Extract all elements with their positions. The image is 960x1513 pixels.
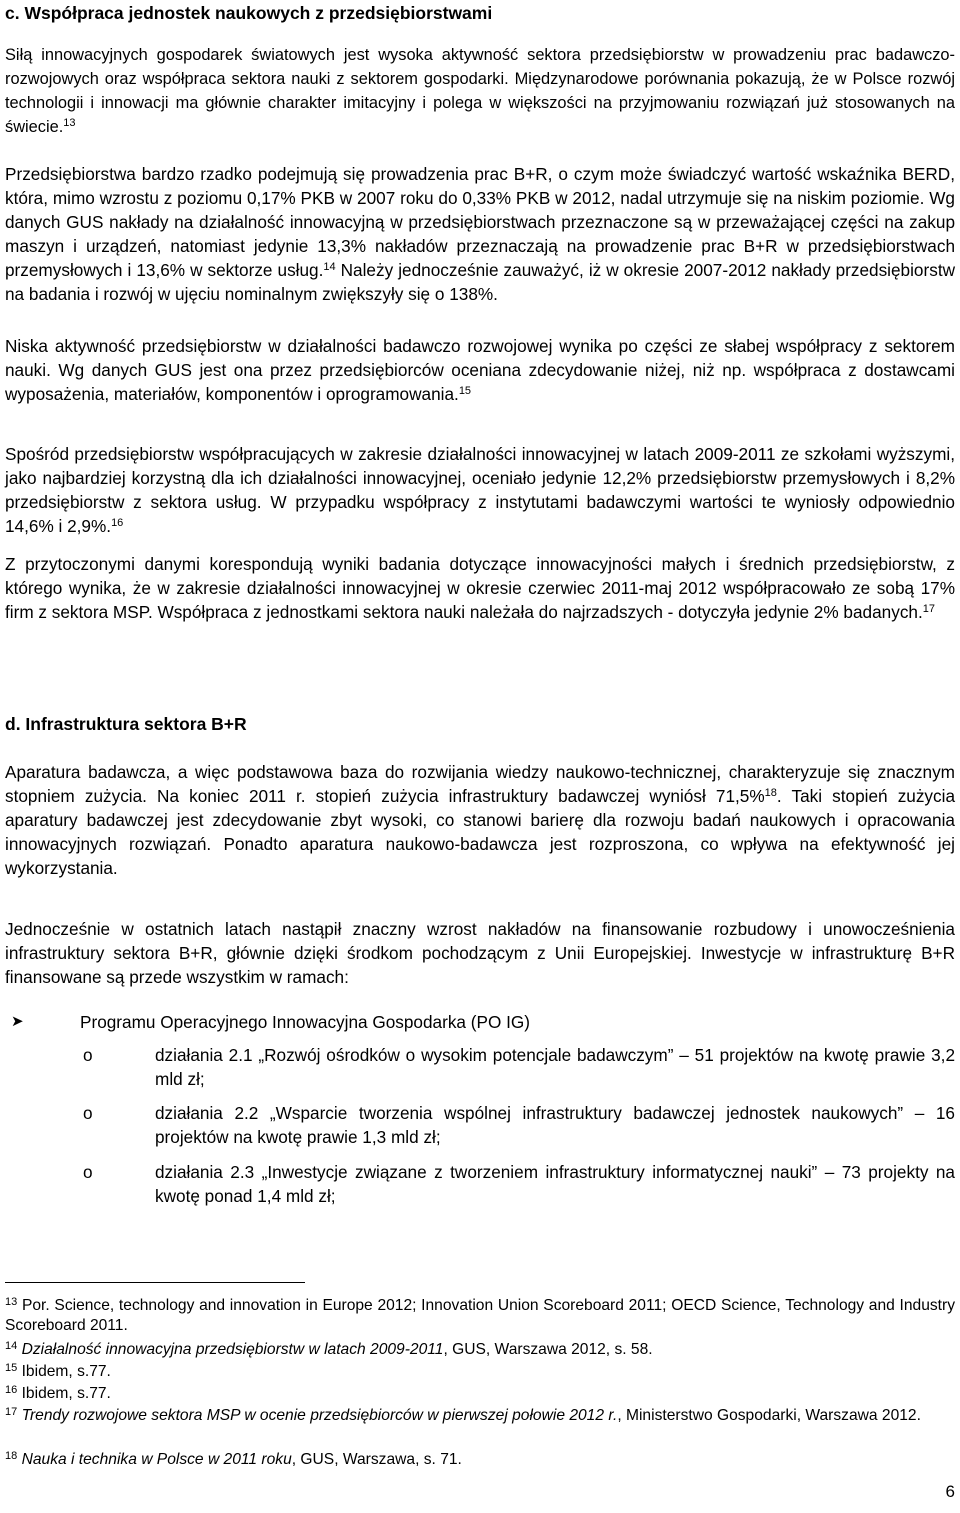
footnote-ref-18[interactable]: 18 [764,787,777,799]
sub-item-text: działania 2.3 „Inwestycje związane z tworzeniem infrastruktury informatycznej nauki” – 73 projekty na kwotę ponad 1,4 mld zł; [155,1162,955,1206]
footnote-ref-13[interactable]: 13 [63,117,76,129]
section-c-paragraph-4: Spośród przedsiębiorstw współpracujących w zakresie działalności innowacyjnej w latach 2009-2011 ze szkołami wyższymi, jako najbardziej korzystną dla ich działalności innowacyjnej, oceniało jedynie 12,2% przedsiębiorstw przemysłowych i 8,2% przedsiębiorstw z sektora usług. W przypadku współpracy z instytutami badawczymi wartości te wyniosły odpowiednio 14,6% i 2,9%.$^{16}$ [5,444,955,536]
section-c-paragraph-1: Siłą innowacyjnych gospodarek światowych jest wysoka aktywność sektora przedsiębiorstw w prowadzeniu prac badawczo-rozwojowych oraz współpraca sektora nauki z sektorem gospodarki. Międzynarodowe porównania pokazują, że w Polsce rozwój technologii i innowacji ma głównie charakter imitacyjny i polega w większości na przyjmowaniu rozwiązań już stosowanych na świecie.$^{13}$ [5,46,955,136]
circle-bullet-icon: o [83,1162,93,1182]
bullet-text: Programu Operacyjnego Innowacyjna Gospodarka (PO IG) [80,1012,530,1032]
footnote-separator [5,1282,305,1283]
circle-bullet-icon: o [83,1103,93,1123]
footnote-ref-15[interactable]: 15 [458,385,472,397]
circle-bullet-icon: o [83,1045,93,1065]
sub-item-text: działania 2.2 „Wsparcie tworzenia wspólnej infrastruktury badawczej jednostek naukowych” – 16 projektów na kwotę prawie 1,3 mld zł; [155,1103,955,1147]
section-c-heading: c. Współpraca jednostek naukowych z przedsiębiorstwami [5,3,493,23]
footnote-18: $^{18}$ Nauka i technika w Polsce w 2011 roku, GUS, Warszawa, s. 71. [5,1450,462,1468]
footnote-16: $^{16}$ Ibidem, s.77. [5,1384,111,1402]
footnote-ref-14[interactable]: 14 [323,261,336,273]
page-number: 6 [945,1482,955,1501]
footnote-14: $^{14}$ Działalność innowacyjna przedsiębiorstw w latach 2009-2011, GUS, Warszawa 2012, s. 58. [5,1340,653,1358]
section-d-paragraph-1: Aparatura badawcza, a więc podstawowa baza do rozwijania wiedzy naukowo-technicznej, charakteryzuje się znacznym stopniem zużycia. Na koniec 2011 r. stopień zużycia infrastruktury badawczej wyniósł 71,5%$^{18}$. Taki stopień zużycia aparatury badawczej jest zdecydowanie zbyt wysoki, co stanowi barierę dla rozwoju badań naukowych i opracowania innowacyjnych rozwiązań. Ponadto aparatura naukowo-badawcza jest rozproszona, co wpływa na efektywność jej wykorzystania. [5,762,955,878]
section-d-heading: d. Infrastruktura sektora B+R [5,714,247,734]
arrow-bullet-icon: ➤ [11,1013,24,1030]
footnote-ref-16[interactable]: 16 [111,517,124,529]
footnote-13: $^{13}$ Por. Science, technology and innovation in Europe 2012; Innovation Union Scoreboard 2011; OECD Science, Technology and Industry Scoreboard 2011. [5,1296,955,1334]
sub-item-text: działania 2.1 „Rozwój ośrodków o wysokim potencjale badawczym” – 51 projektów na kwotę prawie 3,2 mld zł; [155,1045,955,1089]
section-d-paragraph-2: Jednocześnie w ostatnich latach nastąpił znaczny wzrost nakładów na finansowanie rozbudowy i unowocześnienia infrastruktury sektora B+R, głównie dzięki środkom pochodzącym z Unii Europejskiej. Inwestycje w infrastrukturę B+R finansowane są przede wszystkim w ramach: [5,919,955,987]
footnote-ref-17[interactable]: 17 [922,603,935,615]
section-c-paragraph-2: Przedsiębiorstwa bardzo rzadko podejmują się prowadzenia prac B+R, o czym może świadczyć wartość wskaźnika BERD, która, mimo wzrostu z poziomu 0,17% PKB w 2007 roku do 0,33% PKB w 2012, nadal utrzymuje się na niskim poziomie. Wg danych GUS nakłady na działalność innowacyjną w przedsiębiorstwach przeznaczone są w przeważającej części na zakup maszyn i urządzeń, natomiast jedynie 13,3% nakładów przeznaczają na prowadzenie prac B+R w przedsiębiorstwach przemysłowych i 13,6% w sektorze usług.$^{14}$ Należy jednocześnie zauważyć, iż w okresie 2007-2012 nakłady przedsiębiorstw na badania i rozwój w ujęciu nominalnym zwiększyły się o 138%. [5,164,956,304]
section-c-paragraph-5: Z przytoczonymi danymi korespondują wyniki badania dotyczące innowacyjności małych i średnich przedsiębiorstw, z którego wynika, że w zakresie działalności innowacyjnej w okresie czerwiec 2011-maj 2012 współpracowało ze sobą 17% firm z sektora MSP. Współpraca z jednostkami sektora nauki należała do najrzadszych - dotyczyła jedynie 2% badanych.$^{17}$ [5,554,955,622]
footnote-15: $^{15}$ Ibidem, s.77. [5,1362,111,1380]
footnote-17: $^{17}$ Trendy rozwojowe sektora MSP w ocenie przedsiębiorców w pierwszej połowie 2012 r., Ministerstwo Gospodarki, Warszawa 2012. [5,1406,921,1424]
section-c-paragraph-3: Niska aktywność przedsiębiorstw w działalności badawczo rozwojowej wynika po części ze słabej współpracy z sektorem nauki. Wg danych GUS jest ona przez przedsiębiorców oceniana zdecydowanie niżej, niż np. współpraca z dostawcami wyposażenia, materiałów, komponentów i oprogramowania.$^{15}$ [5,336,955,404]
